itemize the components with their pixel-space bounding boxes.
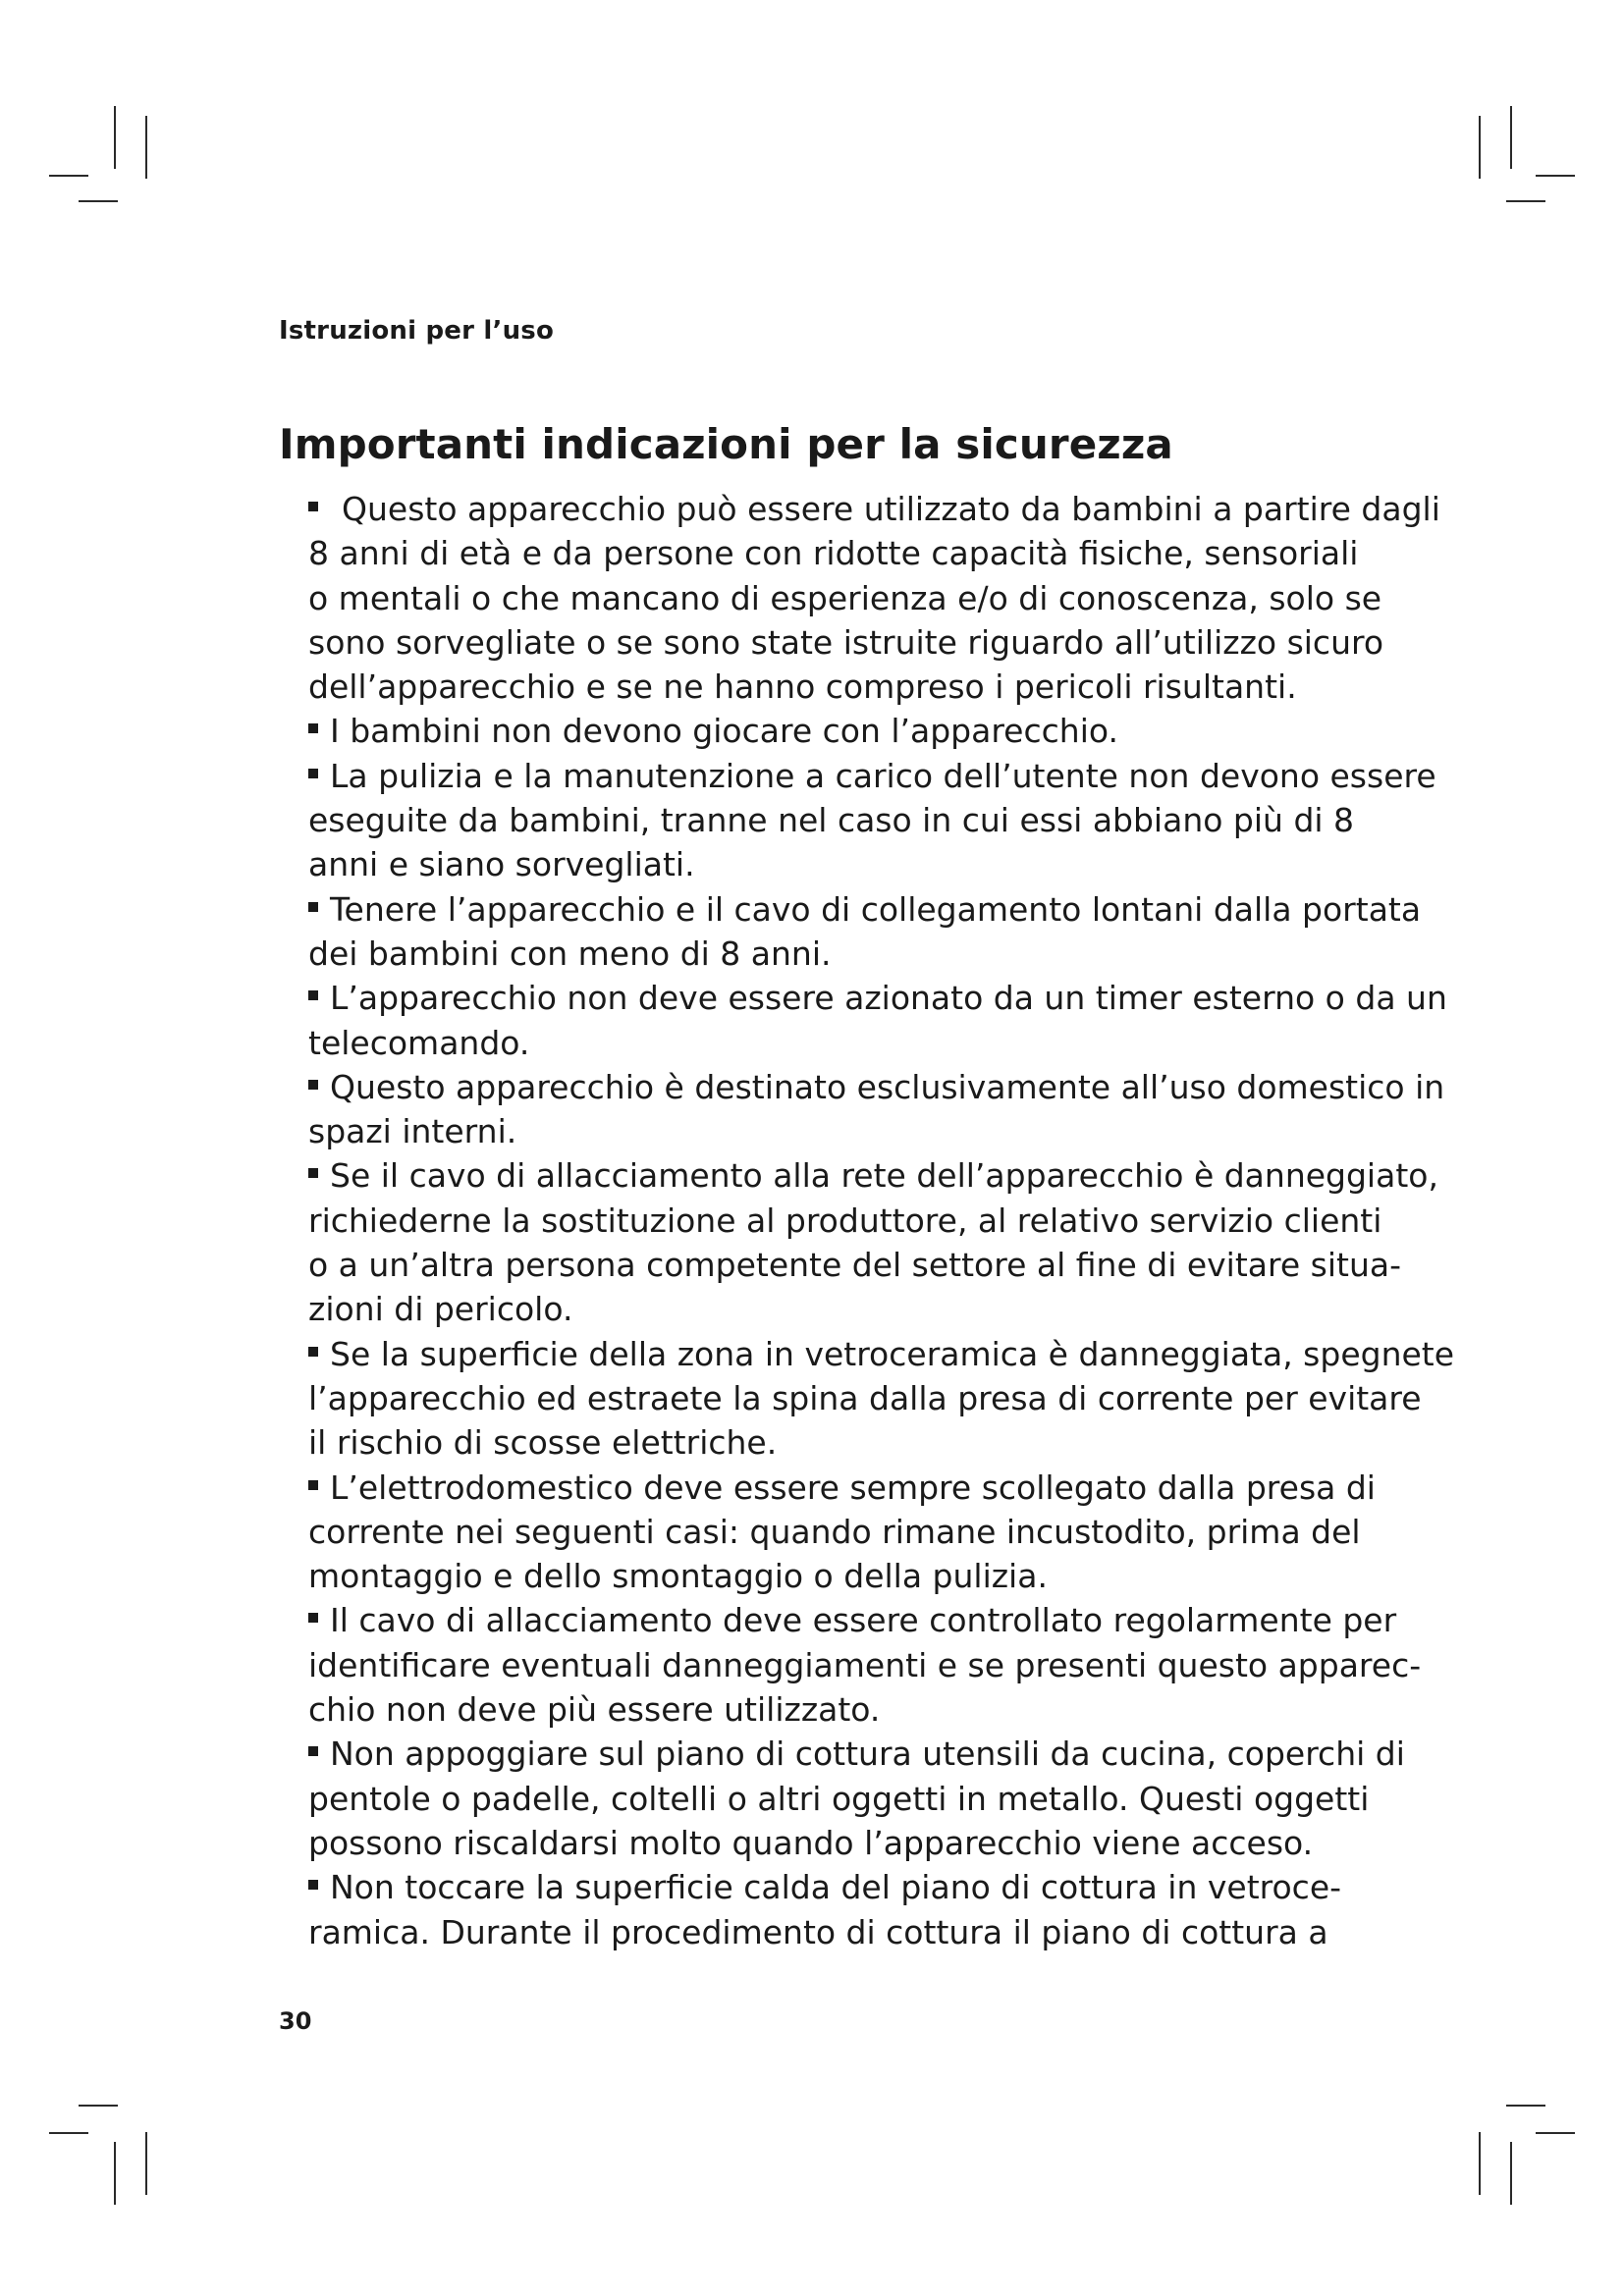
safety-item-line <box>308 887 1447 932</box>
safety-item-line <box>308 1777 1447 1821</box>
safety-item-line <box>308 709 1447 753</box>
crop-mark <box>49 175 88 177</box>
line-text: spazi interni. <box>308 1112 517 1151</box>
safety-item <box>308 1153 1447 1331</box>
safety-item <box>308 709 1447 753</box>
safety-item-line <box>308 1554 1447 1598</box>
crop-mark <box>1506 200 1545 202</box>
line-text: eseguite da bambini, tranne nel caso in cui essi abbiano più di 8 <box>308 801 1355 840</box>
line-text: montaggio e dello smontaggio o della pulizia. <box>308 1557 1048 1596</box>
safety-item-line <box>308 1287 1447 1331</box>
safety-item-line <box>308 1243 1447 1287</box>
bullet-icon <box>308 902 318 912</box>
safety-item-line <box>308 754 1447 798</box>
safety-item-line <box>308 1732 1447 1776</box>
bullet-icon <box>308 1080 318 1090</box>
line-text: L’elettrodomestico deve essere sempre scollegato dalla presa di <box>330 1468 1376 1507</box>
safety-item-line <box>308 1420 1447 1465</box>
line-text: Tenere l’apparecchio e il cavo di collegamento lontani dalla portata <box>330 889 1422 929</box>
safety-item-line <box>308 932 1447 976</box>
safety-item <box>308 754 1447 887</box>
line-text: o a un’altra persona competente del settore al fine di evitare situa- <box>308 1246 1401 1285</box>
line-text: Se il cavo di allacciamento alla rete dell’apparecchio è danneggiato, <box>330 1156 1438 1196</box>
safety-item-line <box>308 665 1447 709</box>
line-text: L’apparecchio non deve essere azionato da un timer esterno o da un <box>330 979 1447 1018</box>
bullet-icon <box>308 1880 318 1890</box>
page-number: 30 <box>279 2007 312 2035</box>
crop-mark <box>145 116 147 179</box>
safety-instructions-list <box>308 487 1455 1954</box>
line-text: pentole o padelle, coltelli o altri oggetti in metallo. Questi oggetti <box>308 1779 1370 1818</box>
safety-item <box>308 487 1447 709</box>
safety-item-line <box>308 1510 1447 1554</box>
line-text: ramica. Durante il procedimento di cottura il piano di cottura a <box>308 1912 1328 1951</box>
line-text: Il cavo di allacciamento deve essere controllato regolarmente per <box>330 1601 1397 1640</box>
bullet-icon <box>308 1746 318 1756</box>
safety-item <box>308 1732 1447 1865</box>
crop-mark <box>145 2132 147 2195</box>
safety-item-line <box>308 1332 1455 1376</box>
safety-item-line <box>308 842 1447 886</box>
bullet-icon <box>308 1480 318 1490</box>
safety-item-line <box>308 487 1447 531</box>
bullet-icon <box>308 1613 318 1623</box>
crop-mark <box>1536 2132 1575 2134</box>
safety-item-line <box>308 531 1447 575</box>
line-text: sono sorvegliate o se sono state istruite riguardo all’utilizzo sicuro <box>308 622 1384 662</box>
line-text: dell’apparecchio e se ne hanno compreso i pericoli risultanti. <box>308 667 1297 707</box>
crop-mark <box>79 2105 118 2107</box>
line-text: zioni di pericolo. <box>308 1290 573 1329</box>
line-text: o mentali o che mancano di esperienza e/o di conoscenza, solo se <box>308 578 1382 617</box>
bullet-icon <box>308 502 318 511</box>
crop-mark <box>1479 2132 1481 2195</box>
line-text: anni e siano sorvegliati. <box>308 845 695 884</box>
line-text: il rischio di scosse elettriche. <box>308 1423 778 1463</box>
bullet-icon <box>308 723 318 733</box>
line-text: 8 anni di età e da persone con ridotte capacità fisiche, sensoriali <box>308 534 1359 573</box>
line-text: possono riscaldarsi molto quando l’apparecchio viene acceso. <box>308 1823 1314 1862</box>
line-text: richiederne la sostituzione al produttore, al relativo servizio clienti <box>308 1201 1382 1240</box>
line-text: dei bambini con meno di 8 anni. <box>308 934 832 973</box>
safety-item-line <box>308 1466 1447 1510</box>
line-text: Non toccare la superficie calda del piano di cottura in vetroce- <box>330 1868 1342 1907</box>
line-text: chio non deve più essere utilizzato. <box>308 1690 881 1730</box>
safety-item-line <box>308 976 1447 1020</box>
line-text: Questo apparecchio è destinato esclusivamente all’uso domestico in <box>330 1067 1445 1106</box>
crop-mark <box>49 2132 88 2134</box>
crop-mark <box>1510 106 1512 169</box>
line-text: Questo apparecchio può essere utilizzato da bambini a partire dagli <box>342 490 1440 528</box>
crop-mark <box>1536 175 1575 177</box>
crop-mark <box>1506 2105 1545 2107</box>
safety-item-line <box>308 576 1447 620</box>
crop-mark <box>79 200 118 202</box>
crop-mark <box>114 2142 116 2205</box>
bullet-icon <box>308 769 318 778</box>
safety-item-line <box>308 1910 1447 1954</box>
safety-item-line <box>308 620 1447 665</box>
safety-item <box>308 1065 1447 1154</box>
safety-item <box>308 1332 1455 1466</box>
line-text: I bambini non devono giocare con l’apparecchio. <box>330 712 1118 751</box>
bullet-icon <box>308 990 318 1000</box>
line-text: Se la superficie della zona in vetroceramica è danneggiata, spegnete <box>330 1334 1455 1373</box>
line-text: l’apparecchio ed estraete la spina dalla presa di corrente per evitare <box>308 1378 1422 1417</box>
safety-item-line <box>308 1865 1447 1909</box>
bullet-icon <box>308 1347 318 1357</box>
crop-mark <box>1510 2142 1512 2205</box>
safety-item <box>308 1598 1447 1732</box>
line-text: telecomando. <box>308 1023 530 1062</box>
crop-mark <box>1479 116 1481 179</box>
safety-item-line <box>308 1821 1447 1865</box>
safety-item-line <box>308 1598 1447 1642</box>
safety-item-line <box>308 1109 1447 1153</box>
safety-item-line <box>308 1687 1447 1732</box>
line-text: Non appoggiare sul piano di cottura utensili da cucina, coperchi di <box>330 1735 1405 1774</box>
line-text: identificare eventuali danneggiamenti e se presenti questo apparec- <box>308 1645 1422 1684</box>
safety-item <box>308 887 1447 977</box>
page-title: Importanti indicazioni per la sicurezza <box>279 420 1173 468</box>
safety-item <box>308 1466 1447 1599</box>
bullet-icon <box>308 1168 318 1178</box>
safety-item-line <box>308 1643 1447 1687</box>
safety-item <box>308 976 1447 1065</box>
safety-item-line <box>308 1153 1447 1198</box>
line-text: La pulizia e la manutenzione a carico dell’utente non devono essere <box>330 756 1436 795</box>
safety-item-line <box>308 798 1447 842</box>
safety-item-line <box>308 1021 1447 1065</box>
safety-item-line <box>308 1065 1447 1109</box>
line-text: corrente nei seguenti casi: quando rimane incustodito, prima del <box>308 1512 1361 1551</box>
safety-item <box>308 1865 1447 1954</box>
safety-item-line <box>308 1199 1447 1243</box>
section-label: Istruzioni per l’uso <box>279 316 555 346</box>
crop-mark <box>114 106 116 169</box>
safety-item-line <box>308 1376 1447 1420</box>
